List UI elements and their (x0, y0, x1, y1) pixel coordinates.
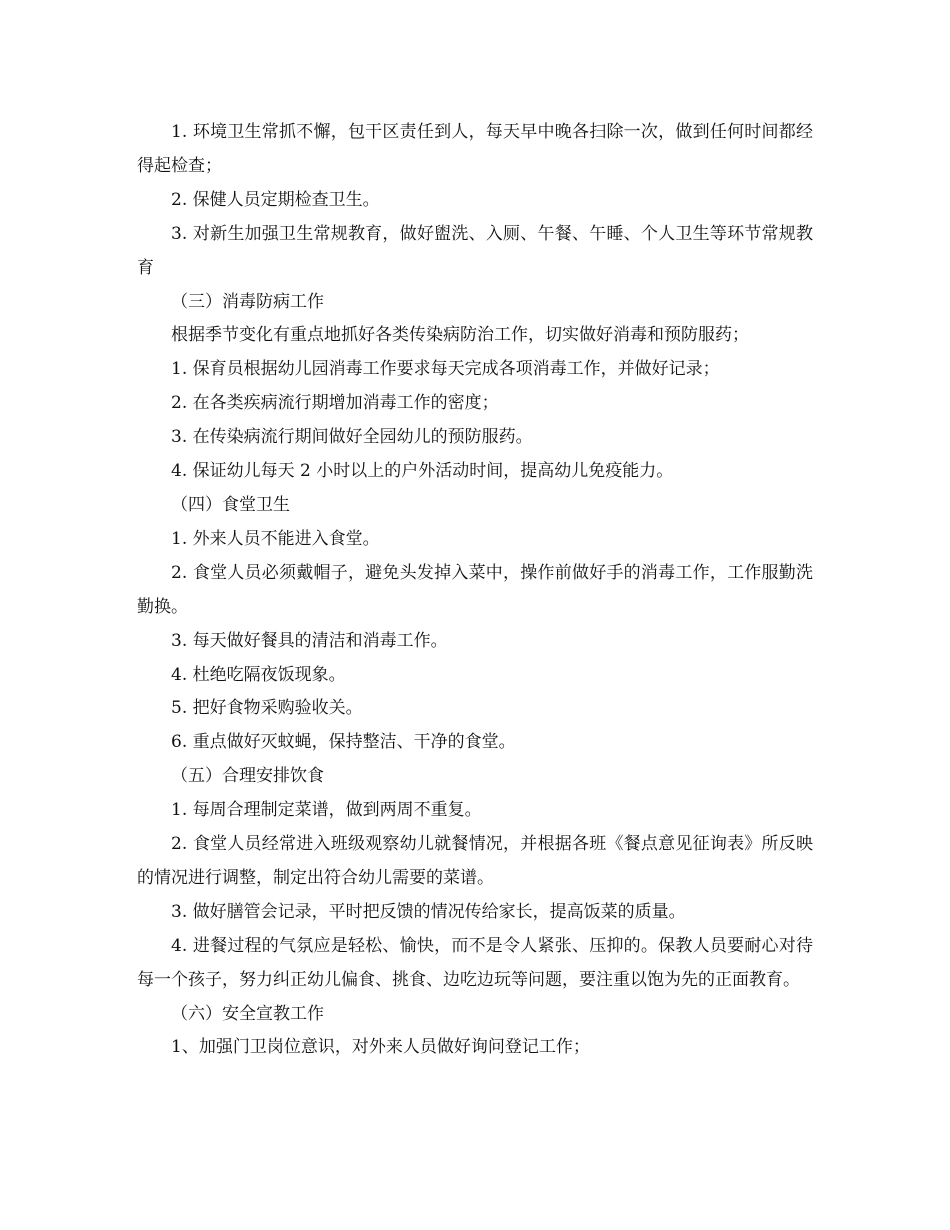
section-heading-canteen: （四）食堂卫生 (171, 494, 290, 515)
paragraph-disinfection-intro: 根据季节变化有重点地抓好各类传染病防治工作，切实做好消毒和预防服药； (171, 325, 749, 346)
paragraph-canteen-1: 1. 外来人员不能进入食堂。 (171, 528, 380, 549)
paragraph-disinfection-2: 2. 在各类疾病流行期增加消毒工作的密度； (171, 393, 499, 414)
paragraph-disinfection-3: 3. 在传染病流行期间做好全园幼儿的预防服药。 (171, 427, 533, 448)
paragraph-diet-2: 2. 食堂人员经常进入班级观察幼儿就餐情况，并根据各班《餐点意见征询表》所反映的情况进行调整，制定出符合幼儿需要的菜谱。 (137, 834, 813, 888)
section-heading-disinfection: （三）消毒防病工作 (171, 291, 324, 312)
paragraph-canteen-2: 2. 食堂人员必须戴帽子，避免头发掉入菜中，操作前做好手的消毒工作，工作服勤洗勤换。 (137, 562, 813, 617)
paragraph-disinfection-4: 4. 保证幼儿每天 2 小时以上的户外活动时间，提高幼儿免疫能力。 (171, 461, 674, 482)
paragraph-safety-1: 1、加强门卫岗位意识，对外来人员做好询问登记工作； (171, 1037, 590, 1058)
paragraph-disinfection-1: 1. 保育员根据幼儿园消毒工作要求每天完成各项消毒工作，并做好记录； (171, 359, 720, 380)
paragraph-diet-3: 3. 做好膳管会记录，平时把反馈的情况传给家长，提高饭菜的质量。 (171, 901, 686, 922)
paragraph-diet-1: 1. 每周合理制定菜谱，做到两周不重复。 (171, 800, 482, 821)
paragraph-canteen-4: 4. 杜绝吃隔夜饭现象。 (171, 664, 346, 685)
paragraph-hygiene-1: 1. 环境卫生常抓不懈，包干区责任到人，每天早中晚各扫除一次，做到任何时间都经得起检查； (137, 122, 813, 176)
paragraph-hygiene-2: 2. 保健人员定期检查卫生。 (171, 189, 380, 210)
paragraph-canteen-3: 3. 每天做好餐具的清洁和消毒工作。 (171, 630, 448, 651)
section-heading-safety: （六）安全宣教工作 (171, 1003, 324, 1024)
paragraph-diet-4: 4. 进餐过程的气氛应是轻松、愉快，而不是令人紧张、压抑的。保教人员要耐心对待每一个孩子，努力纠正幼儿偏食、挑食、边吃边玩等问题，要注重以饱为先的正面教育。 (137, 935, 813, 990)
section-heading-diet: （五）合理安排饮食 (171, 766, 324, 787)
document-body (137, 116, 813, 1065)
paragraph-canteen-5: 5. 把好食物采购验收关。 (171, 698, 363, 719)
paragraph-canteen-6: 6. 重点做好灭蚊蝇，保持整洁、干净的食堂。 (171, 732, 516, 753)
paragraph-hygiene-3: 3. 对新生加强卫生常规教育，做好盥洗、入厕、午餐、午睡、个人卫生等环节常规教育 (137, 223, 813, 278)
